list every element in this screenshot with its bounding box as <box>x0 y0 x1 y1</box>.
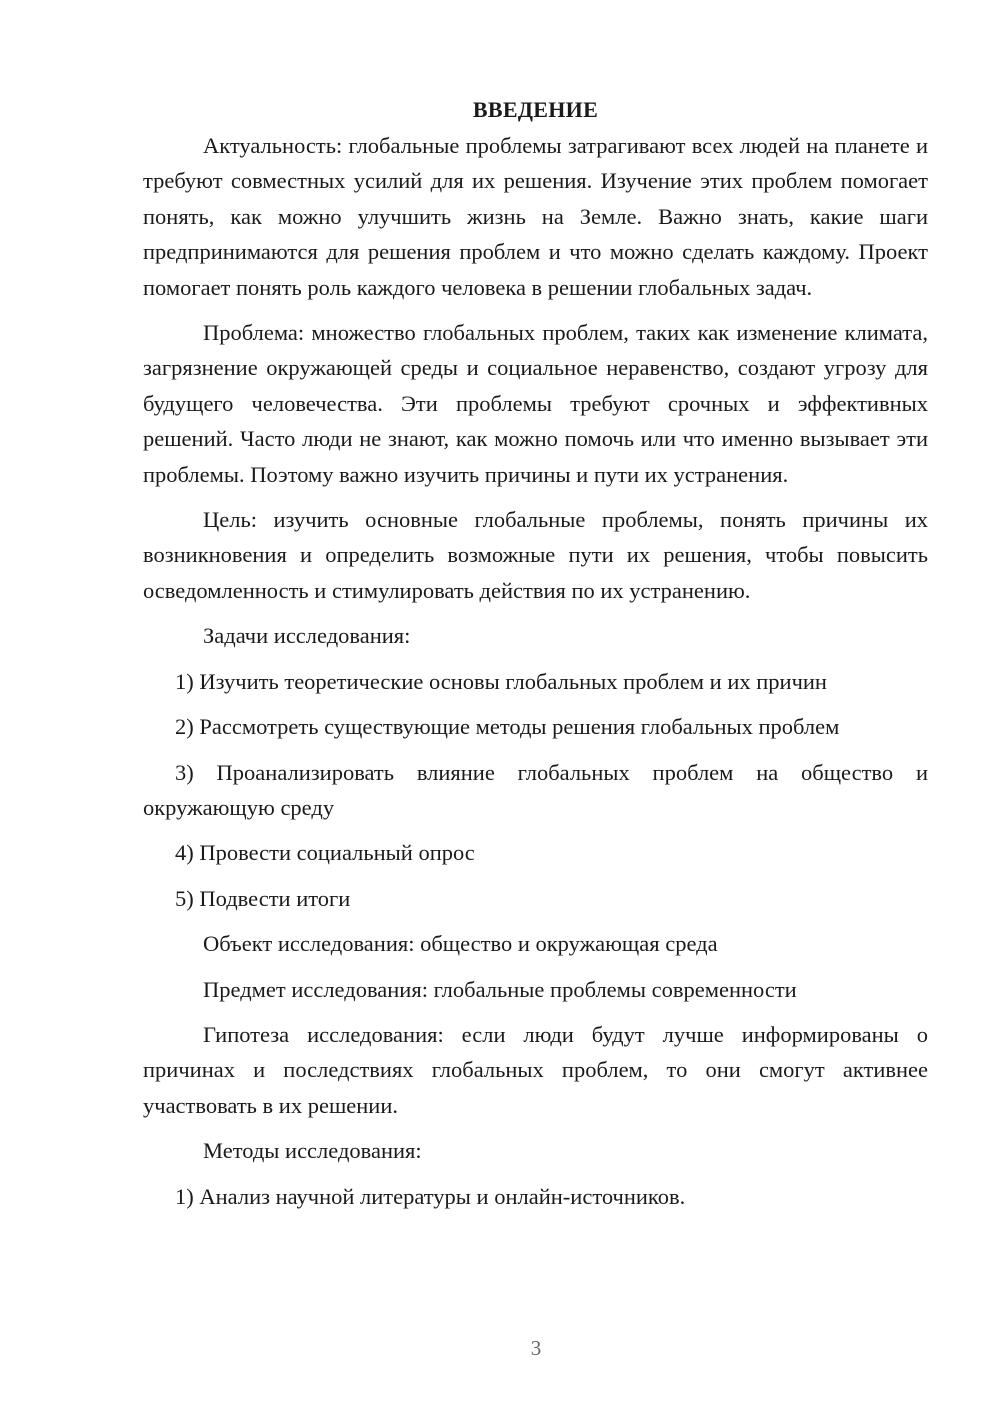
methods-heading: Методы исследования: <box>203 1138 422 1164</box>
object-line: Объект исследования: общество и окружающая среда <box>203 931 718 957</box>
hypothesis-paragraph: Гипотеза исследования: если люди будут лучше информированы о причинах и последствиях глобальных проблем, то они смогут активнее участвовать в их решении. <box>143 1021 928 1118</box>
page-number: 3 <box>530 1336 542 1360</box>
page-title: ВВЕДЕНИЕ <box>472 97 599 122</box>
task-item: 3) Проанализировать влияние глобальных проблем на общество и окружающую среду <box>143 759 928 820</box>
task-item: 4) Провести социальный опрос <box>175 840 475 866</box>
task-item: 2) Рассмотреть существующие методы решения глобальных проблем <box>175 714 840 740</box>
subject-line: Предмет исследования: глобальные проблемы современности <box>203 976 797 1002</box>
tasks-heading: Задачи исследования: <box>203 623 411 649</box>
page-content <box>143 92 928 1224</box>
task-item: 5) Подвести итоги <box>175 885 351 911</box>
goal-paragraph: Цель: изучить основные глобальные проблемы, понять причины их возникновения и определить возможные пути их решения, чтобы повысить осведомленность и стимулировать действия по их устранению. <box>143 507 928 603</box>
relevance-paragraph: Актуальность: глобальные проблемы затрагивают всех людей на планете и требуют совместных усилий для их решения. Изучение этих проблем помогает понять, как можно улучшить жизнь на Земле. Важно знать, какие шаги предпринимаются для решения проблем и что можно сделать каждому. Проект помогает понять роль каждого человека в решении глобальных задач. <box>143 133 928 300</box>
problem-paragraph: Проблема: множество глобальных проблем, таких как изменение климата, загрязнение окружающей среды и социальное неравенство, создают угрозу для будущего человечества. Эти проблемы требуют срочных и эффективных решений. Часто люди не знают, как можно помочь или что именно вызывает эти проблемы. Поэтому важно изучить причины и пути их устранения. <box>143 320 928 487</box>
task-item: 1) Изучить теоретические основы глобальных проблем и их причин <box>175 668 827 694</box>
method-item: 1) Анализ научной литературы и онлайн-источников. <box>175 1183 686 1209</box>
